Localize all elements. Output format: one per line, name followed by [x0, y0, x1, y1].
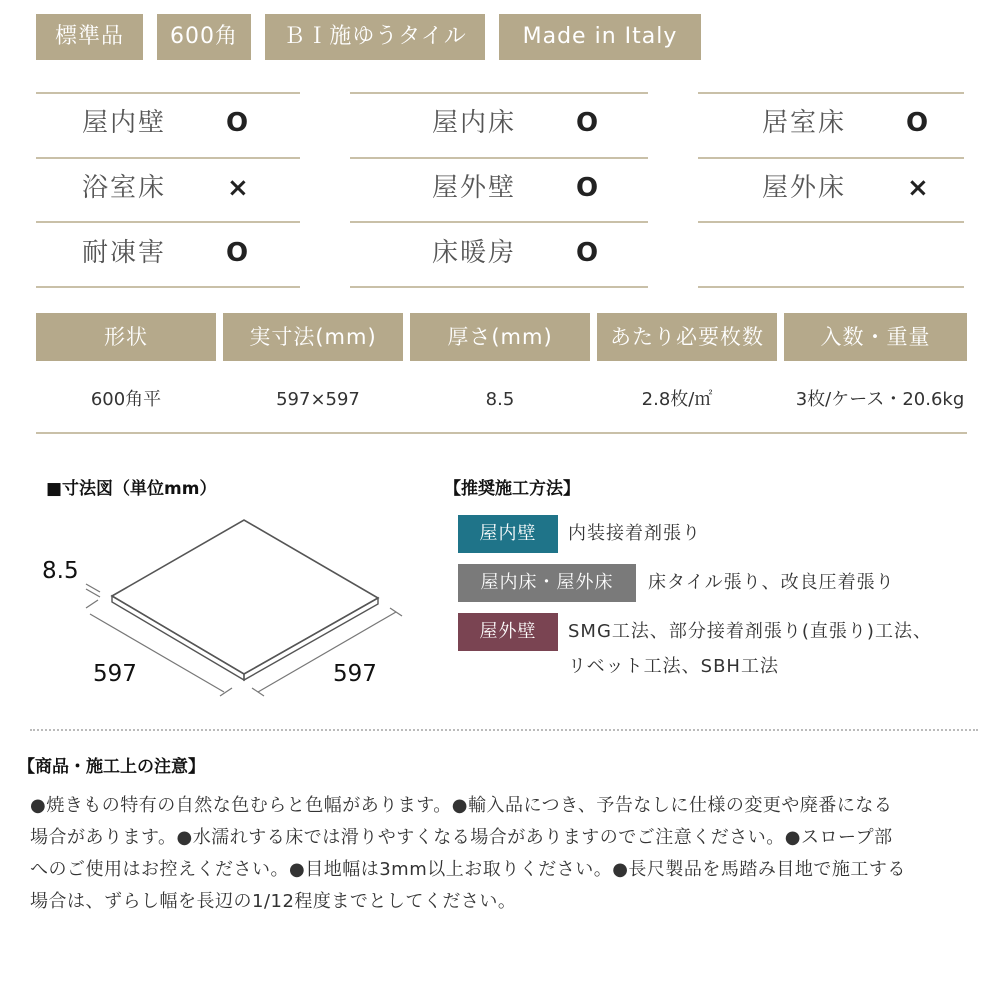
spec-bottom-line — [36, 432, 967, 434]
spec-header-shape: 形状 — [36, 313, 216, 361]
spec-header-thickness: 厚さ(mm) — [410, 313, 590, 361]
usage-divider — [36, 157, 300, 159]
methods-title: 【推奨施工方法】 — [444, 479, 580, 499]
usage-label: 屋内壁 — [82, 108, 167, 138]
tag-glaze: ＢＩ施ゆうタイル — [265, 14, 485, 60]
usage-mark: O — [226, 238, 249, 268]
usage-divider — [350, 157, 648, 159]
notes-line-4: 場合は、ずらし幅を長辺の1/12程度までとしてください。 — [30, 891, 517, 912]
usage-label: 耐凍害 — [82, 238, 167, 268]
method-text-floor: 床タイル張り、改良圧着張り — [648, 572, 895, 593]
spec-value-shape: 600角平 — [90, 389, 162, 410]
method-text-exterior-wall-1: SMG工法、部分接着剤張り(直張り)工法、 — [568, 621, 932, 642]
spec-value-size: 597×597 — [276, 389, 360, 410]
spec-value-per-sqm: 2.8枚/㎡ — [641, 389, 713, 410]
usage-divider — [698, 92, 964, 94]
usage-divider — [350, 92, 648, 94]
dimension-depth: 597 — [333, 661, 377, 687]
spec-value-thickness: 8.5 — [485, 389, 515, 410]
notes-line-3: へのご使用はお控えください。●目地幅は3mm以上お取りください。●長尺製品を馬踏み目地で施工する — [30, 859, 906, 880]
usage-label: 床暖房 — [432, 238, 517, 268]
spec-header-size: 実寸法(mm) — [223, 313, 403, 361]
method-text-exterior-wall-2: リベット工法、SBH工法 — [568, 656, 779, 677]
dotted-separator — [30, 729, 978, 731]
usage-mark: O — [576, 173, 599, 203]
usage-mark: O — [576, 238, 599, 268]
notes-line-1: ●焼きもの特有の自然な色むらと色幅があります。●輸入品につき、予告なしに仕様の変更や廃番になる — [30, 795, 893, 816]
usage-label: 居室床 — [762, 108, 847, 138]
usage-mark: × — [907, 173, 929, 203]
usage-mark: O — [226, 108, 249, 138]
usage-mark: × — [227, 173, 249, 203]
tag-origin: Made in Italy — [499, 14, 701, 60]
tag-size: 600角 — [157, 14, 251, 60]
dimension-thickness: 8.5 — [42, 558, 79, 584]
usage-label: 屋外壁 — [432, 173, 517, 203]
spec-header-per-sqm: あたり必要枚数 — [597, 313, 777, 361]
usage-label: 屋外床 — [762, 173, 847, 203]
usage-label: 屋内床 — [432, 108, 517, 138]
dimension-width: 597 — [93, 661, 137, 687]
notes-title: 【商品・施工上の注意】 — [18, 757, 205, 777]
usage-divider — [698, 221, 964, 223]
usage-label: 浴室床 — [82, 173, 167, 203]
diagram-title: ■寸法図（単位mm） — [46, 479, 217, 499]
usage-divider — [36, 286, 300, 288]
method-badge-floor: 屋内床・屋外床 — [458, 564, 636, 602]
usage-divider — [350, 221, 648, 223]
tag-standard: 標準品 — [36, 14, 143, 60]
notes-line-2: 場合があります。●水濡れする床では滑りやすくなる場合がありますのでご注意ください。●スロープ部 — [30, 827, 893, 848]
method-badge-interior-wall: 屋内壁 — [458, 515, 558, 553]
method-text-interior-wall: 内装接着剤張り — [568, 523, 701, 544]
usage-divider — [698, 286, 964, 288]
usage-divider — [36, 221, 300, 223]
spec-header-package: 入数・重量 — [784, 313, 967, 361]
usage-mark: O — [576, 108, 599, 138]
usage-mark: O — [906, 108, 929, 138]
method-badge-exterior-wall: 屋外壁 — [458, 613, 558, 651]
tile-shape — [112, 520, 378, 680]
usage-divider — [350, 286, 648, 288]
spec-value-package: 3枚/ケース・20.6kg — [795, 389, 965, 410]
usage-divider — [698, 157, 964, 159]
usage-divider — [36, 92, 300, 94]
